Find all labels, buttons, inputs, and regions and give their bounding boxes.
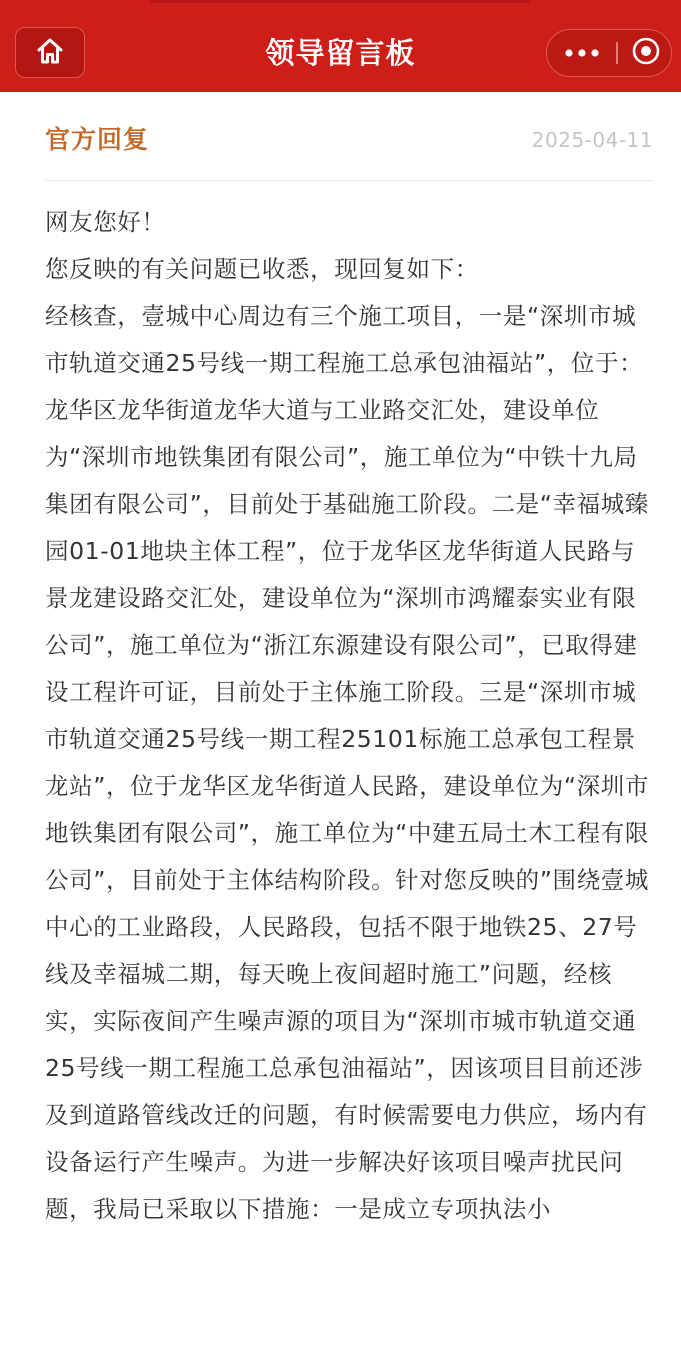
reply-main-text: 经核查，壹城中心周边有三个施工项目，一是“深圳市城市轨道交通25号线一期工程施工总承包油福站”，位于：龙华区龙华街道龙华大道与工业路交汇处，建设单位为“深圳市地铁集团有限公司”，施工单位为“中铁十九局集团有限公司”，目前处于基础施工阶段。二是“幸福城臻园01-01地块主体工程”，位于龙华区龙华街道人民路与景龙建设路交汇处，建设单位为“深圳市鸿耀泰实业有限公司”，施工单位为“浙江东源建设有限公司”，已取得建设工程许可证，目前处于主体施工阶段。三是“深圳市城市轨道交通25号线一期工程25101标施工总承包工程景龙站”，位于龙华区龙华街道人民路，建设单位为“深圳市地铁集团有限公司”，施工单位为“中建五局土木工程有限公司”，目前处于主体结构阶段。针对您反映的”围绕壹城中心的工业路段，人民路段，包括不限于地铁25、27号线及幸福城二期，每天晚上夜间超时施工”问题，经核实，实际夜间产生噪声源的项目为“深圳市城市轨道交通25号线一期工程施工总承包油福站”，因该项目目前还涉及到道路管线改迁的问题，有时候需要电力供应，场内有设备运行产生噪声。为进一步解决好该项目噪声扰民问题，我局已采取以下措施：一是成立专项执法小 xyxy=(45,302,649,1223)
close-button[interactable] xyxy=(623,30,669,75)
more-button[interactable] xyxy=(547,30,617,75)
page-title: 领导留言板 xyxy=(265,36,416,70)
target-close-icon xyxy=(631,36,661,70)
capsule-divider xyxy=(616,42,618,64)
reply-header xyxy=(45,120,653,160)
reply-content xyxy=(45,199,653,1233)
navbar-top-edge xyxy=(150,0,530,3)
reply-date: 2025-04-11 xyxy=(531,128,653,152)
reply-label: 官方回复 xyxy=(45,125,150,154)
header-divider xyxy=(45,180,653,181)
navbar xyxy=(0,0,681,92)
reply-intro: 您反映的有关问题已收悉，现回复如下： xyxy=(45,255,479,283)
more-dots-icon xyxy=(564,43,600,62)
reply-greeting: 网友您好！ xyxy=(45,208,166,236)
mini-program-capsule xyxy=(546,29,672,77)
